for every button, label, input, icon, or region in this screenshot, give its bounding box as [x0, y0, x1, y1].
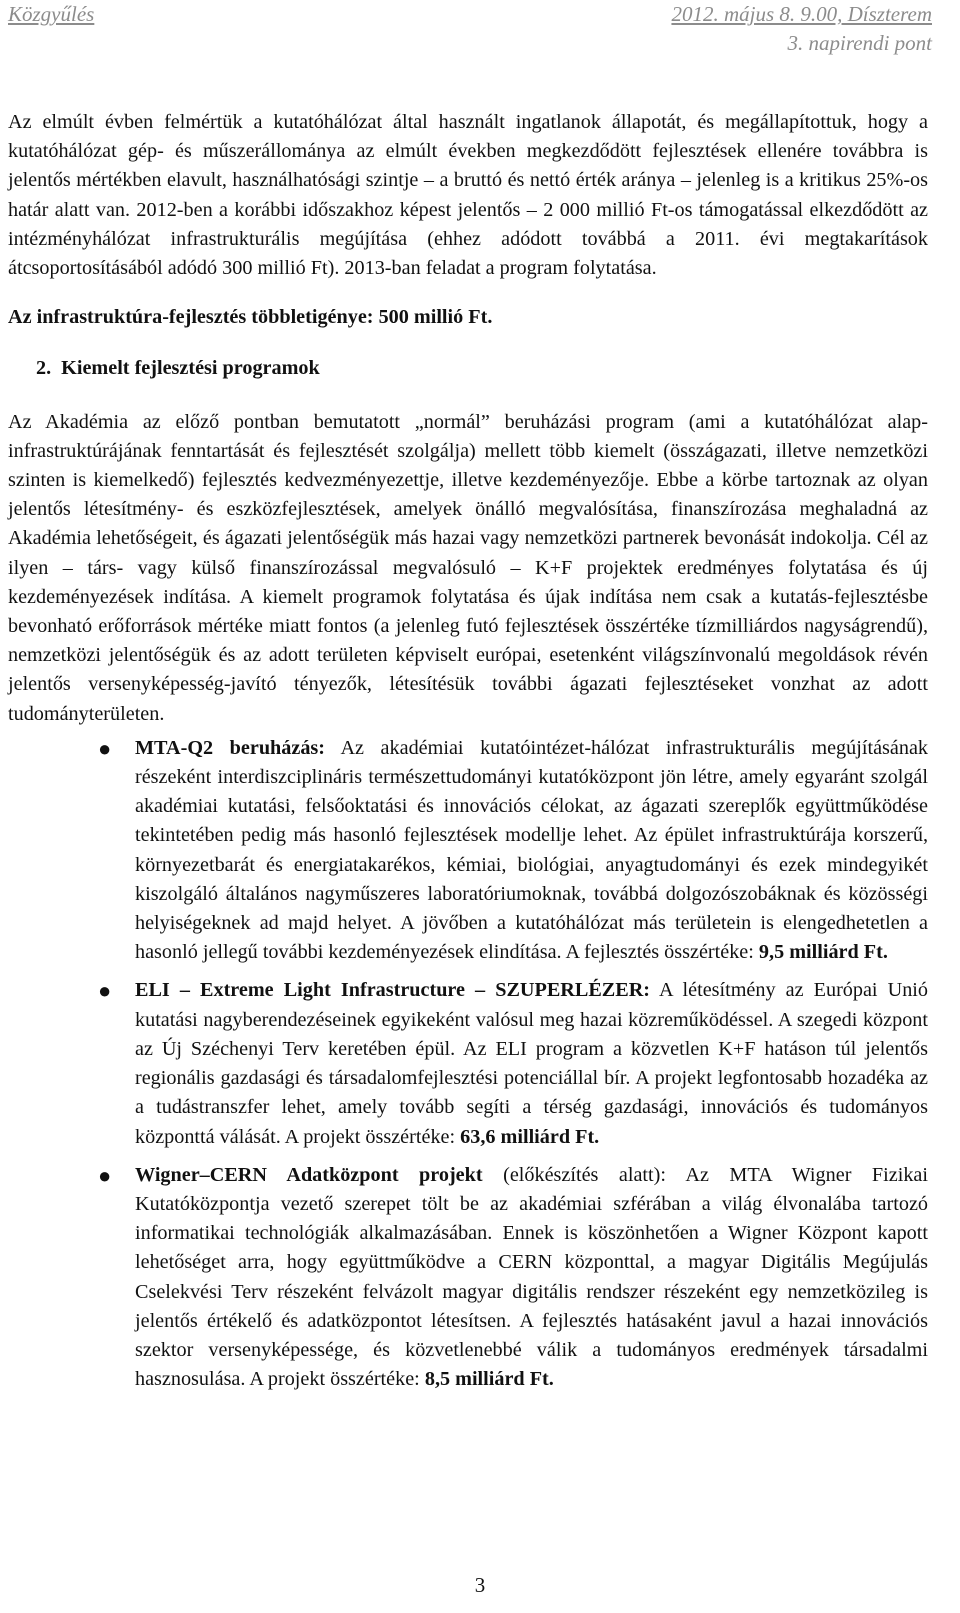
header-meeting-info [671, 0, 932, 58]
page-number: 3 [474, 1573, 486, 1597]
program-value: 63,6 milliárd Ft. [460, 1125, 600, 1148]
bullet-icon: ● [98, 978, 112, 1004]
program-value: 9,5 milliárd Ft. [758, 941, 888, 964]
list-item [8, 1161, 928, 1395]
list-item [8, 976, 928, 1151]
program-value: 8,5 milliárd Ft. [424, 1368, 554, 1391]
program-title: MTA-Q2 beruházás: [135, 736, 326, 759]
section-title: Kiemelt fejlesztési programok [61, 357, 320, 380]
infrastructure-demand-line: Az infrastruktúra-fejlesztés többletigénye: 500 millió Ft. [8, 306, 493, 329]
header-date-venue: 2012. május 8. 9.00, Díszterem [671, 2, 932, 26]
header-agenda-item: 3. napirendi pont [787, 31, 932, 55]
program-description: (előkészítés alatt): Az MTA Wigner Fizikai Kutatóközpontja vezető szerepet tölt be az akadémiai szférában a világ élvonalába tartozó informatikai technológiák alkalmazásában. Ennek is köszönhetően a Wigner Központ kapott lehetőséget arra, hogy együttműködve a CERN központtal, a magyar Digitális Megújulás Cselekvési Terv részeként felvázolt magyar digitális rendszer részeként egy nemzetközileg is jelentős értékelő és adatközpontot létesítsen. A fejlesztés hatásaként javul a hazai innovációs szektor versenyképessége, és közvetlenebbé válik a tudományos eredmények társadalmi hasznosulása. A projekt összértéke: [135, 1163, 928, 1391]
list-item [8, 734, 928, 968]
program-title: ELI – Extreme Light Infrastructure – SZUPERLÉZER: [135, 979, 651, 1002]
programs-paragraph: Az Akadémia az előző pontban bemutatott „normál” beruházási program (ami a kutatóhálózat alap-infrastruktúrájának fenntartását és fejlesztését szolgálja) mellett több kiemelt (összágazati, illetve nemzetközi szinten is kiemelkedő) fejlesztés kedvezményezettje, illetve kezdeményezője. Ebbe a körbe tartoznak az olyan jelentős létesítmény- és eszközfejlesztések, amelyek önálló megvalósítása, finanszírozása meghaladná az Akadémia lehetőségeit, és ágazati jelentőségük más hazai vagy nemzetközi partnerek bevonását indokolja. Cél az ilyen – társ- vagy külső finanszírozással megvalósuló – K+F projektek eredményes folytatása és új kezdeményezések indítása. A kiemelt programok folytatása és újak indítása nem csak a kutatás-fejlesztésbe bevonható erőforrások mértéke miatt fontos (a jelenleg futó fejlesztések összértéke tízmilliárdos nagyságrendű), nemzetközi jelentőségük és az adott területen képviselt európai, esetenként világszínvonalú megoldások révén jelentős versenyképesség-javító tényezők, létesítésük további ágazati fejlesztéseket vonzhat az adott tudományterületen. [8, 410, 928, 725]
bullet-icon: ● [98, 735, 112, 761]
program-description: A létesítmény az Európai Unió kutatási nagyberendezéseinek egyikeként valósul meg hazai közreműködéssel. A szegedi központ az Új Széchenyi Terv keretében épül. Az ELI program a közvetlen K+F hatáson túl jelentős regionális gazdasági és társadalomfejlesztési potenciállal bír. A projekt legfontosabb hozadéka az a tudástranszfer lehet, amely tovább segíti a térség gazdasági, innovációs és tudományos központtá válását. A projekt összértéke: [135, 979, 928, 1148]
program-description: Az akadémiai kutatóintézet-hálózat infrastrukturális megújításának részeként interdiszciplináris természettudományi kutatóközpont jön létre, amely egyaránt szolgál akadémiai kutatási, felsőoktatási és innovációs célokat, az ágazati szereplők együttműködése tekintetében pedig más hasonló fejlesztések modellje lehet. Az épület infrastruktúrája korszerű, környezetbarát és energiatakarékos, kémiai, biológiai, anyagtudományi és ezek mindegyikét kiszolgáló általános nagyműszeres laboratóriumoknak, továbbá dolgozószobáknak és közösségi helyiségeknek ad majd helyet. A jövőben a kutatóhálózat más területein is elengedhetetlen a hasonló jellegű további kezdeményezések elindítása. A fejlesztés összértéke: [135, 736, 928, 964]
section-heading [8, 354, 928, 383]
program-title: Wigner–CERN Adatközpont projekt [135, 1163, 483, 1186]
intro-paragraph: Az elmúlt évben felmértük a kutatóhálózat által használt ingatlanok állapotát, és megállapítottuk, hogy a kutatóhálózat gép- és műszerállománya az elmúlt években megkezdődött fejlesztések ellenére továbbra is jelentős mértékben elavult, használhatósági szintje – a bruttó és nettó érték aránya – jelenleg is a kritikus 25%-os határ alatt van. 2012-ben a korábbi időszakhoz képest jelentős – 2 000 millió Ft-os támogatással elkezdődött az intézményhálózat infrastrukturális megújítása (ehhez adódott továbbá a 2011. évi megtakarítások átcsoportosításából adódó 300 millió Ft). 2013-ban feladat a program folytatása. [8, 111, 928, 280]
document-body [8, 108, 928, 1403]
program-list [8, 734, 928, 1394]
bullet-icon: ● [98, 1162, 112, 1188]
section-number: 2. [36, 357, 52, 380]
header-meeting-title: Közgyűlés [8, 2, 95, 26]
